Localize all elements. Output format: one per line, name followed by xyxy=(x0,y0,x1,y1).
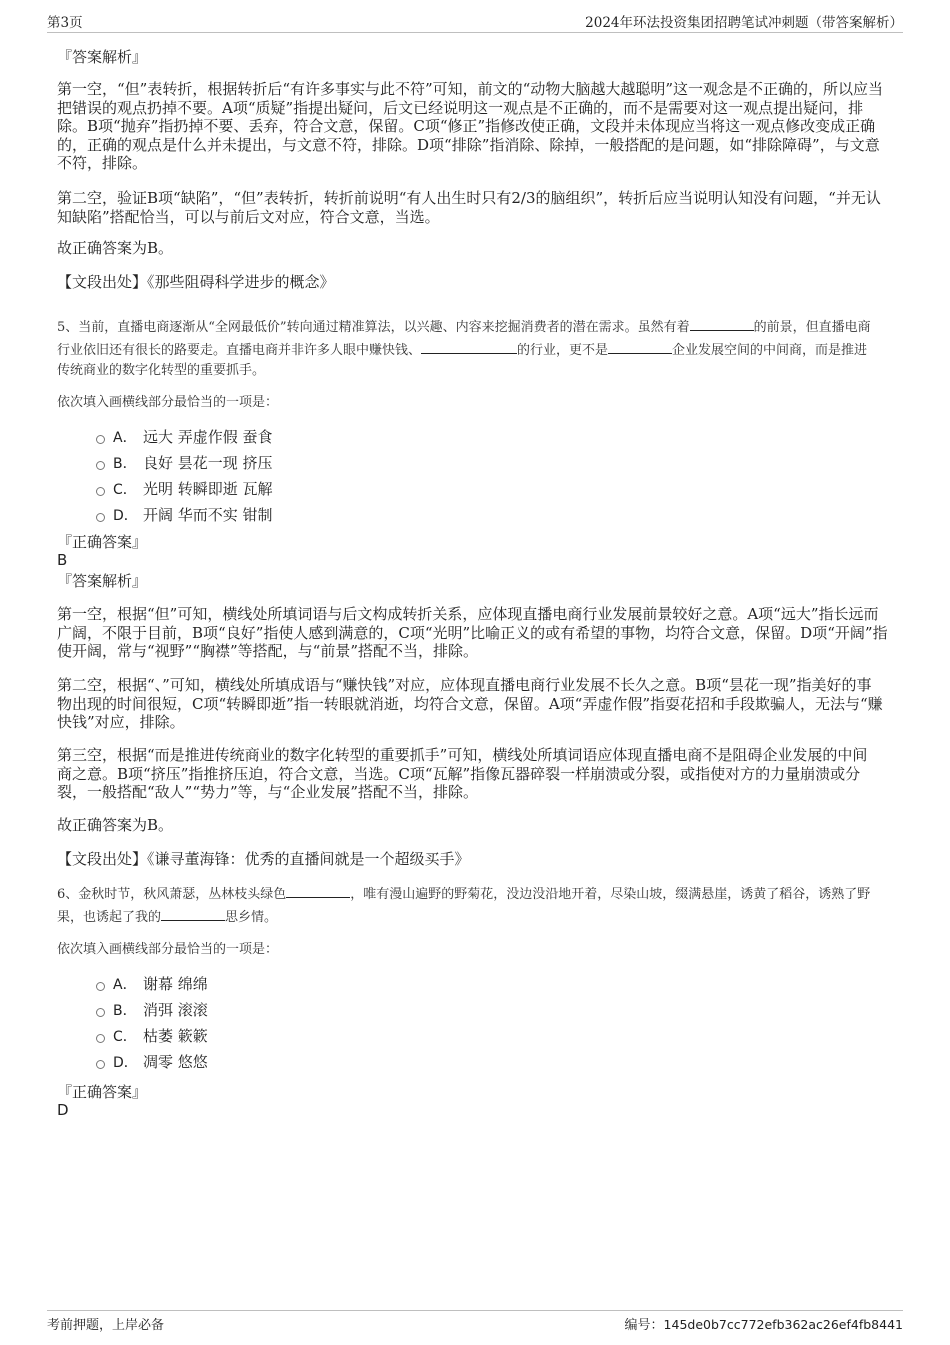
text-line: 快钱”对应，排除。 xyxy=(57,713,185,731)
radio-button[interactable] xyxy=(96,1034,105,1043)
radio-button[interactable] xyxy=(96,435,105,444)
text-line: 物出现的时间很短，C项“转瞬即逝”指一转眼就消逝，均符合文意，保留。A项“弄虚作假”指耍花招和手段欺骗人，无法与“赚 xyxy=(57,694,883,713)
conclusion: 故正确答案为B。 xyxy=(57,816,174,834)
text-line: 第二空，根据“、”可知，横线处所填成语与“赚快钱”对应，应体现直播电商行业发展不长久之意。B项“昙花一现”指美好的事 xyxy=(57,676,872,694)
question-6-stem xyxy=(57,883,895,928)
page-header xyxy=(47,10,903,33)
analysis-paragraph-2 xyxy=(57,189,892,226)
source-citation: 【文段出处】《谦寻董海锋：优秀的直播间就是一个超级买手》 xyxy=(57,850,470,868)
text-line: 第一空，“但”表转折，根据转折后“有许多事实与此不符”可知，前文的“动物大脑越大越聪明”这一观念是不正确的，所以应当 xyxy=(57,80,884,98)
text-line: 传统商业的数字化转型的重要抓手。 xyxy=(57,363,266,378)
radio-button[interactable] xyxy=(96,1008,105,1017)
text-line: 不符，排除。 xyxy=(57,154,148,172)
text-line: 第一空，根据“但”可知，横线处所填词语与后文构成转折关系，应体现直播电商行业发展前景较好之意。A项“远大”指长远而 xyxy=(57,605,879,623)
option-b[interactable]: B． 良好 昙花一现 挤压 xyxy=(96,452,273,473)
text-line: 的，正确的观点是什么并未提出，与文意不符，排除。D项“排除”指消除、除掉，一般搭配的是问题，如“排除障碍”，与文意 xyxy=(57,135,880,154)
text-line: 第三空，根据“而是推进传统商业的数字化转型的重要抓手”可知，横线处所填词语应体现直播电商不是阻碍企业发展的中间 xyxy=(57,746,868,764)
question-6-instruction: 依次填入画横线部分最恰当的一项是： xyxy=(57,942,279,957)
text-line: 第二空，验证B项“缺陷”，“但”表转折，转折前说明“有人出生时只有2/3的脑组织”，转折后应当说明认知没有问题，“并无认 xyxy=(57,189,881,207)
fill-blank xyxy=(286,883,350,898)
text-line: 商之意。B项“挤压”指推挤压迫，符合文意，当选。C项“瓦解”指像瓦器碎裂一样崩溃或分裂，或指使对方的力量崩溃或分 xyxy=(57,764,861,783)
fill-blank xyxy=(161,906,225,921)
page-number: 第3页 xyxy=(47,15,83,31)
analysis-label: 『答案解析』 xyxy=(57,572,148,590)
text-line: 把错误的观点扔掉不要。A项“质疑”指提出疑问，后文已经说明这一观点是不正确的，而不是需要对这一观点提出疑问，排 xyxy=(57,98,864,117)
text-line: 使开阔，常与“视野”“胸襟”等搭配，与“前景”搭配不当，排除。 xyxy=(57,642,479,660)
text-line: 裂，一般搭配“敌人”“势力”等，与“企业发展”搭配不当，排除。 xyxy=(57,783,479,801)
text-line: 行业依旧还有很长的路要走。直播电商并非许多人眼中赚快钱、 的行业，更不是 企业发展空间的中间商，而是推进 xyxy=(57,339,895,362)
analysis-paragraph-3 xyxy=(57,746,892,802)
page-footer xyxy=(47,1310,903,1335)
document-code: 编号：145de0b7cc772efb362ac26ef4fb8441 xyxy=(624,1316,903,1333)
text-line: 广阔，不限于目前，B项“良好”指使人感到满意的，C项“光明”比喻正义的或有希望的事物，均符合文意，保留。D项“开阔”指 xyxy=(57,623,888,642)
correct-answer-label: 『正确答案』 xyxy=(57,1083,148,1101)
footer-slogan: 考前押题，上岸必备 xyxy=(47,1317,165,1333)
fill-blank xyxy=(690,316,754,331)
text-line: 5、当前，直播电商逐渐从“全网最低价”转向通过精准算法，以兴趣、内容来挖掘消费者的潜在需求。虽然有着 的前景，但直播电商 xyxy=(57,316,895,339)
question-5-stem xyxy=(57,316,895,382)
analysis-label: 『答案解析』 xyxy=(57,48,148,66)
text-line: 果，也诱起了我的 思乡情。 xyxy=(57,906,895,929)
question-5-instruction: 依次填入画横线部分最恰当的一项是： xyxy=(57,395,279,410)
option-a[interactable]: A． 远大 弄虚作假 蚕食 xyxy=(96,426,273,447)
radio-button[interactable] xyxy=(96,461,105,470)
fill-blank xyxy=(608,339,672,354)
option-d[interactable]: D． 凋零 悠悠 xyxy=(96,1051,208,1072)
correct-answer: D xyxy=(57,1101,69,1119)
radio-button[interactable] xyxy=(96,513,105,522)
option-a[interactable]: A． 谢幕 绵绵 xyxy=(96,973,208,994)
source-citation: 【文段出处】《那些阻碍科学进步的概念》 xyxy=(57,273,335,291)
conclusion: 故正确答案为B。 xyxy=(57,239,174,257)
document-title: 2024年环法投资集团招聘笔试冲刺题（带答案解析） xyxy=(585,15,903,31)
text-line: 知缺陷”搭配恰当，可以与前后文对应，符合文意，当选。 xyxy=(57,207,440,226)
analysis-paragraph-2 xyxy=(57,676,892,732)
option-c[interactable]: C． 枯萎 簌簌 xyxy=(96,1025,208,1046)
option-b[interactable]: B． 消弭 滚滚 xyxy=(96,999,208,1020)
correct-answer: B xyxy=(57,551,68,569)
radio-button[interactable] xyxy=(96,487,105,496)
correct-answer-label: 『正确答案』 xyxy=(57,533,148,551)
option-d[interactable]: D． 开阔 华而不实 钳制 xyxy=(96,504,273,525)
analysis-paragraph-1 xyxy=(57,605,892,661)
radio-button[interactable] xyxy=(96,1060,105,1069)
fill-blank xyxy=(421,339,517,354)
text-line: 除。B项“抛弃”指扔掉不要、丢弃，符合文意，保留。C项“修正”指修改使正确，文段并未体现应当将这一观点修改变成正确 xyxy=(57,117,876,135)
radio-button[interactable] xyxy=(96,982,105,991)
text-line: 6、金秋时节，秋风萧瑟，丛林枝头绿色 ，唯有漫山遍野的野菊花，没边没沿地开着，尽染山坡，缀满悬崖，诱黄了稻谷，诱熟了野 xyxy=(57,883,895,906)
option-c[interactable]: C． 光明 转瞬即逝 瓦解 xyxy=(96,478,273,499)
analysis-paragraph-1 xyxy=(57,80,892,173)
